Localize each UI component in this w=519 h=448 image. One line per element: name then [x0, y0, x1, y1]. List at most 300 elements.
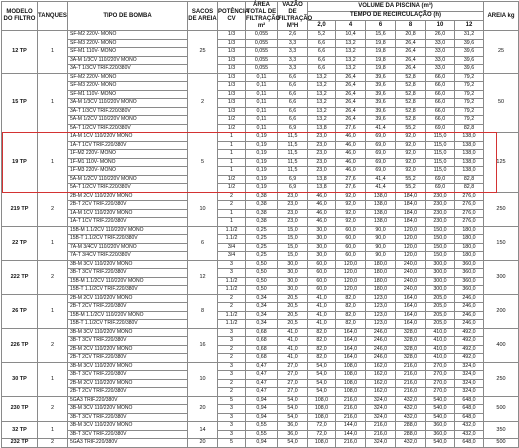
- vol-2h: 13,2: [308, 73, 336, 82]
- filter-area: 0,19: [246, 184, 278, 193]
- vol-10h: 410,0: [426, 328, 455, 337]
- flow-rate: 6,6: [278, 90, 308, 99]
- vol-8h: 432,0: [396, 413, 426, 422]
- pump-type: 2B-T 2CV TRIF.220/380V: [68, 388, 188, 397]
- vol-10h: 270,0: [426, 388, 455, 397]
- vol-6h: 39,6: [366, 90, 396, 99]
- vol-2h: 60,0: [308, 269, 336, 278]
- hours-8: 8: [396, 21, 426, 31]
- flow-rate: 11,5: [278, 150, 308, 159]
- flow-rate: 11,5: [278, 167, 308, 176]
- vol-10h: 205,0: [426, 311, 455, 320]
- sand-bags: 20: [188, 439, 218, 448]
- sand-kg: 500: [484, 439, 519, 448]
- vol-6h: 90,0: [366, 252, 396, 261]
- filter-area: 0,94: [246, 396, 278, 405]
- filter-area: 0,38: [246, 218, 278, 227]
- table-row: [2, 235, 519, 244]
- vol-6h: 123,0: [366, 303, 396, 312]
- pump-type: 3B-T 3CV TRIF.220/380V: [68, 371, 188, 380]
- vol-4h: 46,0: [336, 158, 366, 167]
- vol-2h: 13,8: [308, 184, 336, 193]
- vol-8h: 328,0: [396, 354, 426, 363]
- filter-model: 15 TP: [2, 73, 38, 133]
- flow-rate: 54,0: [278, 396, 308, 405]
- power: 1: [218, 167, 246, 176]
- vol-6h: 19,8: [366, 39, 396, 48]
- table-row: [2, 226, 519, 235]
- flow-rate: 6,9: [278, 184, 308, 193]
- filter-area: 0,50: [246, 260, 278, 269]
- pump-type: 3A-T 1/3CV TRIF.220/380V: [68, 65, 188, 74]
- table-row: [2, 303, 519, 312]
- power: 1/3: [218, 82, 246, 91]
- flow-rate: 15,0: [278, 235, 308, 244]
- flow-rate: 2,6: [278, 31, 308, 40]
- vol-6h: 123,0: [366, 320, 396, 329]
- vol-12h: 276,0: [455, 192, 484, 201]
- pump-type: 5A-M 1/2CV 110/220V MONO: [68, 116, 188, 125]
- table-row: [2, 65, 519, 74]
- vol-8h: 55,2: [396, 124, 426, 133]
- tank-count: 1: [38, 73, 68, 133]
- vol-4h: 144,0: [336, 422, 366, 431]
- power: 1/2: [218, 124, 246, 133]
- vol-4h: 164,0: [336, 337, 366, 346]
- vol-10h: 540,0: [426, 413, 455, 422]
- vol-10h: 360,0: [426, 422, 455, 431]
- vol-10h: 540,0: [426, 405, 455, 414]
- vol-12h: 324,0: [455, 388, 484, 397]
- tank-count: 1: [38, 422, 68, 439]
- vol-10h: 66,0: [426, 73, 455, 82]
- vol-2h: 54,0: [308, 371, 336, 380]
- vol-4h: 92,0: [336, 201, 366, 210]
- filter-area: 0,19: [246, 158, 278, 167]
- pump-type: SF-M2 220V- MONO: [68, 73, 188, 82]
- vol-4h: 26,4: [336, 73, 366, 82]
- power: 1/2: [218, 116, 246, 125]
- table-row: [2, 192, 519, 201]
- sand-bags: 12: [188, 260, 218, 294]
- table-row: [2, 158, 519, 167]
- flow-rate: 41,0: [278, 345, 308, 354]
- filter-area: 0,47: [246, 362, 278, 371]
- table-row: [2, 277, 519, 286]
- filter-model: 226 TP: [2, 328, 38, 362]
- vol-4h: 60,0: [336, 226, 366, 235]
- flow-rate: 41,0: [278, 328, 308, 337]
- table-row: [2, 439, 519, 448]
- vol-8h: 240,0: [396, 286, 426, 295]
- vol-2h: 41,0: [308, 320, 336, 329]
- filter-area: 0,50: [246, 277, 278, 286]
- vol-10h: 230,0: [426, 201, 455, 210]
- filter-area: 0,11: [246, 116, 278, 125]
- vol-2h: 46,0: [308, 209, 336, 218]
- power: 1/3: [218, 107, 246, 116]
- filter-area: 0,19: [246, 141, 278, 150]
- vol-12h: 138,0: [455, 133, 484, 142]
- power: 5: [218, 396, 246, 405]
- vol-6h: 39,6: [366, 99, 396, 108]
- vol-2h: 82,0: [308, 328, 336, 337]
- table-row: [2, 430, 519, 439]
- filter-model: 19 TP: [2, 133, 38, 193]
- pump-type: 5A-T 1/2CV TRIF.220/380V: [68, 124, 188, 133]
- pump-type: 3B-T 3CV TRIF.220/380V: [68, 337, 188, 346]
- vol-4h: 60,0: [336, 243, 366, 252]
- vol-8h: 52,8: [396, 99, 426, 108]
- table-row: [2, 371, 519, 380]
- vol-4h: 13,2: [336, 48, 366, 57]
- power: 1/3: [218, 56, 246, 65]
- pump-type: 15B-T 1.1/2CV TRIF.220/380V: [68, 286, 188, 295]
- vol-4h: 216,0: [336, 405, 366, 414]
- vol-12h: 360,0: [455, 260, 484, 269]
- vol-2h: 6,6: [308, 48, 336, 57]
- filter-area: 0,50: [246, 269, 278, 278]
- vol-10h: 205,0: [426, 320, 455, 329]
- sand-kg: 300: [484, 260, 519, 294]
- flow-rate: 27,0: [278, 371, 308, 380]
- vol-8h: 216,0: [396, 379, 426, 388]
- table-row: [2, 133, 519, 142]
- pump-type: 1A-T 1CV TRIF.220/380V: [68, 141, 188, 150]
- flow-rate: 6,9: [278, 124, 308, 133]
- filter-area: 0,55: [246, 430, 278, 439]
- flow-rate: 15,0: [278, 243, 308, 252]
- vol-12h: 82,8: [455, 184, 484, 193]
- pump-type: 3B-T 3CV TRIF.220/380V: [68, 413, 188, 422]
- vol-8h: 92,0: [396, 133, 426, 142]
- vol-6h: 162,0: [366, 379, 396, 388]
- vol-2h: 54,0: [308, 362, 336, 371]
- vol-6h: 324,0: [366, 396, 396, 405]
- filter-area: 0,11: [246, 107, 278, 116]
- power: 1/2: [218, 175, 246, 184]
- vol-10h: 300,0: [426, 286, 455, 295]
- flow-rate: 6,6: [278, 99, 308, 108]
- vol-6h: 69,0: [366, 150, 396, 159]
- vol-2h: 23,0: [308, 150, 336, 159]
- power: 1: [218, 158, 246, 167]
- flow-rate: 6,6: [278, 116, 308, 125]
- power: 1.1/2: [218, 311, 246, 320]
- vol-4h: 92,0: [336, 209, 366, 218]
- vol-4h: 46,0: [336, 133, 366, 142]
- vol-8h: 216,0: [396, 362, 426, 371]
- table-row: [2, 286, 519, 295]
- vol-2h: 72,0: [308, 422, 336, 431]
- flow-rate: 6,6: [278, 73, 308, 82]
- vol-2h: 30,0: [308, 235, 336, 244]
- vol-12h: 79,2: [455, 99, 484, 108]
- vol-8h: 52,8: [396, 116, 426, 125]
- vol-12h: 360,0: [455, 286, 484, 295]
- power: 1.1/2: [218, 277, 246, 286]
- vol-10h: 230,0: [426, 218, 455, 227]
- flow-rate: 54,0: [278, 439, 308, 448]
- vol-12h: 246,0: [455, 303, 484, 312]
- filter-model: 12 TP: [2, 31, 38, 74]
- vol-6h: 246,0: [366, 345, 396, 354]
- power: 1/3: [218, 31, 246, 40]
- table-row: [2, 150, 519, 159]
- table-row: [2, 388, 519, 397]
- flow-rate: 6,6: [278, 107, 308, 116]
- pump-type: 15B-M 1.1/2CV 110/220V MONO: [68, 226, 188, 235]
- flow-rate: 11,5: [278, 141, 308, 150]
- power: 1/3: [218, 90, 246, 99]
- filter-area: 0,47: [246, 379, 278, 388]
- vol-12h: 276,0: [455, 218, 484, 227]
- vol-2h: 108,0: [308, 413, 336, 422]
- vol-2h: 41,0: [308, 311, 336, 320]
- vol-4h: 92,0: [336, 218, 366, 227]
- table-row: [2, 218, 519, 227]
- filter-model: 232 TP: [2, 439, 38, 448]
- vol-10h: 33,0: [426, 65, 455, 74]
- table-row: [2, 175, 519, 184]
- flow-rate: 23,0: [278, 209, 308, 218]
- vol-2h: 54,0: [308, 379, 336, 388]
- flow-rate: 54,0: [278, 413, 308, 422]
- col-pump: TIPO DE BOMBA: [68, 2, 188, 31]
- vol-6h: 123,0: [366, 294, 396, 303]
- vol-4h: 26,4: [336, 90, 366, 99]
- vol-2h: 23,0: [308, 141, 336, 150]
- flow-rate: 36,0: [278, 430, 308, 439]
- table-row: [2, 48, 519, 57]
- table-row: [2, 362, 519, 371]
- table-row: [2, 82, 519, 91]
- vol-10h: 230,0: [426, 209, 455, 218]
- pump-type: 15B-M 1.1/2CV 110/220V MONO: [68, 277, 188, 286]
- sand-bags: 6: [188, 226, 218, 260]
- vol-10h: 300,0: [426, 269, 455, 278]
- vol-6h: 123,0: [366, 311, 396, 320]
- filter-model: 30 TP: [2, 362, 38, 396]
- vol-4h: 216,0: [336, 439, 366, 448]
- pump-type: 7A-T 3/4CV TRIF.220/380V: [68, 252, 188, 261]
- tank-count: 1: [38, 226, 68, 260]
- flow-rate: 30,0: [278, 260, 308, 269]
- vol-10h: 270,0: [426, 379, 455, 388]
- filter-area: 0,25: [246, 226, 278, 235]
- pump-type: 3B-M 3CV 110/220V MONO: [68, 260, 188, 269]
- vol-10h: 205,0: [426, 303, 455, 312]
- vol-6h: 216,0: [366, 422, 396, 431]
- vol-2h: 6,6: [308, 39, 336, 48]
- tank-count: 2: [38, 439, 68, 448]
- vol-2h: 82,0: [308, 354, 336, 363]
- vol-4h: 26,4: [336, 99, 366, 108]
- vol-2h: 30,0: [308, 252, 336, 261]
- flow-rate: 20,5: [278, 294, 308, 303]
- table-row: [2, 209, 519, 218]
- filter-area: 0,11: [246, 82, 278, 91]
- vol-8h: 216,0: [396, 371, 426, 380]
- pump-type: 3B-M 3CV 110/220V MONO: [68, 405, 188, 414]
- vol-4h: 120,0: [336, 286, 366, 295]
- vol-10h: 69,0: [426, 184, 455, 193]
- power: 1: [218, 141, 246, 150]
- vol-8h: 120,0: [396, 235, 426, 244]
- power: 1/2: [218, 184, 246, 193]
- volume-header: VOLUME DA PISCINA (m³): [308, 2, 484, 12]
- vol-6h: 39,6: [366, 82, 396, 91]
- vol-4h: 27,6: [336, 124, 366, 133]
- vol-4h: 60,0: [336, 252, 366, 261]
- vol-12h: 138,0: [455, 141, 484, 150]
- vol-12h: 39,6: [455, 56, 484, 65]
- vol-8h: 164,0: [396, 303, 426, 312]
- vol-6h: 69,0: [366, 141, 396, 150]
- filter-model: 219 TP: [2, 192, 38, 226]
- vol-4h: 27,6: [336, 175, 366, 184]
- vol-4h: 82,0: [336, 294, 366, 303]
- tank-count: 2: [38, 192, 68, 226]
- sand-kg: 50: [484, 73, 519, 133]
- col-model: MODELO DO FILTRO: [2, 2, 38, 31]
- vol-8h: 328,0: [396, 328, 426, 337]
- filter-area: 0,11: [246, 73, 278, 82]
- filter-area: 0,34: [246, 294, 278, 303]
- vol-10h: 410,0: [426, 345, 455, 354]
- pump-type: 1A-M 1CV 110/220V MONO: [68, 133, 188, 142]
- vol-12h: 79,2: [455, 82, 484, 91]
- pump-type: 1F-M1 110V- MONO: [68, 158, 188, 167]
- vol-6h: 19,8: [366, 48, 396, 57]
- vol-2h: 13,8: [308, 124, 336, 133]
- vol-10h: 115,0: [426, 133, 455, 142]
- filter-area: 0,68: [246, 345, 278, 354]
- vol-12h: 648,0: [455, 439, 484, 448]
- power: 1/3: [218, 73, 246, 82]
- sand-kg: 150: [484, 226, 519, 260]
- vol-4h: 120,0: [336, 260, 366, 269]
- filter-area: 0,19: [246, 167, 278, 176]
- flow-rate: 15,0: [278, 226, 308, 235]
- sand-kg: 250: [484, 192, 519, 226]
- filter-area: 0,38: [246, 192, 278, 201]
- power: 1: [218, 150, 246, 159]
- vol-8h: 26,4: [396, 65, 426, 74]
- flow-rate: 3,3: [278, 65, 308, 74]
- vol-4h: 13,2: [336, 56, 366, 65]
- vol-4h: 60,0: [336, 235, 366, 244]
- pump-type: 1F-M2 220V- MONO: [68, 150, 188, 159]
- filter-area: 0,94: [246, 405, 278, 414]
- vol-6h: 216,0: [366, 430, 396, 439]
- vol-8h: 216,0: [396, 388, 426, 397]
- pump-type: 2B-T 2CV TRIF.220/380V: [68, 303, 188, 312]
- vol-6h: 324,0: [366, 413, 396, 422]
- vol-6h: 69,0: [366, 158, 396, 167]
- vol-8h: 328,0: [396, 345, 426, 354]
- vol-6h: 39,6: [366, 107, 396, 116]
- vol-8h: 92,0: [396, 150, 426, 159]
- pump-type: 3B-M 3CV 110/220V MONO: [68, 422, 188, 431]
- sand-bags: 5: [188, 133, 218, 193]
- power: 3: [218, 337, 246, 346]
- pump-type: 2B-M 2CV 110/220V MONO: [68, 379, 188, 388]
- flow-rate: 20,5: [278, 320, 308, 329]
- vol-2h: 82,0: [308, 337, 336, 346]
- vol-12h: 648,0: [455, 396, 484, 405]
- flow-rate: 30,0: [278, 277, 308, 286]
- vol-8h: 52,8: [396, 73, 426, 82]
- filter-area: 0,055: [246, 31, 278, 40]
- vol-2h: 13,2: [308, 99, 336, 108]
- power: 1/3: [218, 39, 246, 48]
- pump-type: 2B-M 2CV 110/220V MONO: [68, 345, 188, 354]
- vol-10h: 150,0: [426, 243, 455, 252]
- table-row: [2, 422, 519, 431]
- table-row: [2, 328, 519, 337]
- vol-12h: 79,2: [455, 73, 484, 82]
- filter-area: 0,19: [246, 150, 278, 159]
- sand-bags: 10: [188, 362, 218, 396]
- pump-type: SF-M1 110V- MONO: [68, 90, 188, 99]
- vol-10h: 115,0: [426, 167, 455, 176]
- pump-type: 3B-T 3CV TRIF.220/380V: [68, 430, 188, 439]
- vol-8h: 328,0: [396, 337, 426, 346]
- vol-10h: 26,0: [426, 31, 455, 40]
- vol-4h: 216,0: [336, 396, 366, 405]
- flow-rate: 6,6: [278, 82, 308, 91]
- vol-6h: 41,4: [366, 175, 396, 184]
- table-row: [2, 124, 519, 133]
- flow-rate: 11,5: [278, 158, 308, 167]
- flow-rate: 6,9: [278, 175, 308, 184]
- vol-12h: 246,0: [455, 311, 484, 320]
- power: 1.1/2: [218, 235, 246, 244]
- table-header: [2, 2, 519, 31]
- filter-model: 222 TP: [2, 260, 38, 294]
- vol-2h: 13,2: [308, 90, 336, 99]
- table-row: [2, 311, 519, 320]
- pump-type: 2B-T 2CV TRIF.220/380V: [68, 354, 188, 363]
- vol-6h: 90,0: [366, 243, 396, 252]
- sand-kg: 250: [484, 362, 519, 396]
- filter-model: 26 TP: [2, 294, 38, 328]
- vol-12h: 432,0: [455, 430, 484, 439]
- vol-10h: 69,0: [426, 124, 455, 133]
- pump-type: 1F-M3 220V- MONO: [68, 167, 188, 176]
- filter-area: 0,055: [246, 48, 278, 57]
- filter-area: 0,47: [246, 388, 278, 397]
- vol-2h: 60,0: [308, 277, 336, 286]
- col-sand-bags: SACOS DE AREIA: [188, 2, 218, 31]
- filter-area: 0,25: [246, 252, 278, 261]
- vol-8h: 92,0: [396, 141, 426, 150]
- power: 3: [218, 269, 246, 278]
- flow-rate: 27,0: [278, 362, 308, 371]
- vol-10h: 150,0: [426, 226, 455, 235]
- vol-4h: 26,4: [336, 116, 366, 125]
- vol-10h: 270,0: [426, 362, 455, 371]
- pump-type: SF-M1 110V- MONO: [68, 48, 188, 57]
- vol-8h: 184,0: [396, 218, 426, 227]
- power: 2: [218, 345, 246, 354]
- table-row: [2, 252, 519, 261]
- hours-2: 2,0: [308, 21, 336, 31]
- vol-10h: 150,0: [426, 252, 455, 261]
- filter-area: 0,11: [246, 124, 278, 133]
- flow-rate: 41,0: [278, 337, 308, 346]
